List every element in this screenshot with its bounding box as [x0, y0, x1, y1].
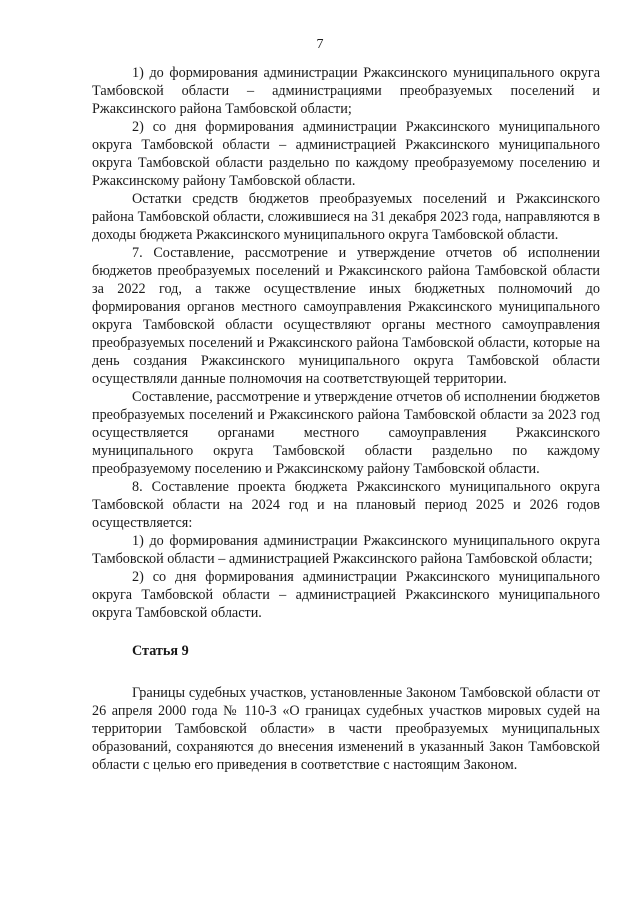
paragraph-budget-remainders: Остатки средств бюджетов преобразуемых поселений и Ржаксинского района Тамбовской области, сложившиеся на 31 декабря 2023 года, направляются в доходы бюджета Ржаксинского муниципального округа Тамбовской области.: [92, 191, 600, 243]
article-heading: Статья 9: [132, 643, 189, 659]
paragraph-item-8: 8. Составление проекта бюджета Ржаксинского муниципального округа Тамбовской области на 2024 год и на плановый период 2025 и 2026 годов осуществляется:: [92, 479, 600, 531]
paragraph-subitem-1: 1) до формирования администрации Ржаксинского муниципального округа Тамбовской области – администрациями преобразуемых поселений и Ржаксинского района Тамбовской области;: [92, 65, 600, 117]
paragraph-item-7-reports-2023: Составление, рассмотрение и утверждение отчетов об исполнении бюджетов преобразуемых поселений и Ржаксинского района Тамбовской области за 2023 год осуществляется органами местного самоуправления Ржаксинского муниципального округа Тамбовской области раздельно по каждому преобразуемому поселению и Ржаксинскому району Тамбовской области.: [92, 389, 600, 477]
document-body: [92, 64, 600, 774]
article-9-text: Границы судебных участков, установленные Законом Тамбовской области от 26 апреля 2000 года № 110-З «О границах судебных участков мировых судей на территории Тамбовской области» в части преобразуемых муниципальных образований, сохраняются до внесения изменений в указанный Закон Тамбовской области с целью его приведения в соответствие с настоящим Законом.: [92, 685, 600, 773]
paragraph-subitem-2: 2) со дня формирования администрации Ржаксинского муниципального округа Тамбовской области – администрацией Ржаксинского муниципального округа Тамбовской области раздельно по каждому преобразуемому поселению и Ржаксинскому району Тамбовской области.: [92, 119, 600, 189]
paragraph-item-8-subitem-2: 2) со дня формирования администрации Ржаксинского муниципального округа Тамбовской области – администрацией Ржаксинского муниципального округа Тамбовской области.: [92, 569, 600, 621]
paragraph-item-7: 7. Составление, рассмотрение и утверждение отчетов об исполнении бюджетов преобразуемых поселений и Ржаксинского района Тамбовской области за 2022 год, а также осуществление иных бюджетных полномочий до формирования органов местного самоуправления Ржаксинского муниципального округа Тамбовской области осуществляют органы местного самоуправления преобразуемых поселений и Ржаксинского района Тамбовской области, которые на день создания Ржаксинского муниципального округа Тамбовской области осуществляли данные полномочия на соответствующей территории.: [92, 245, 600, 387]
page-number: 7: [316, 37, 324, 52]
paragraph-item-8-subitem-1: 1) до формирования администрации Ржаксинского муниципального округа Тамбовской области – администрацией Ржаксинского района Тамбовской области;: [92, 533, 600, 567]
